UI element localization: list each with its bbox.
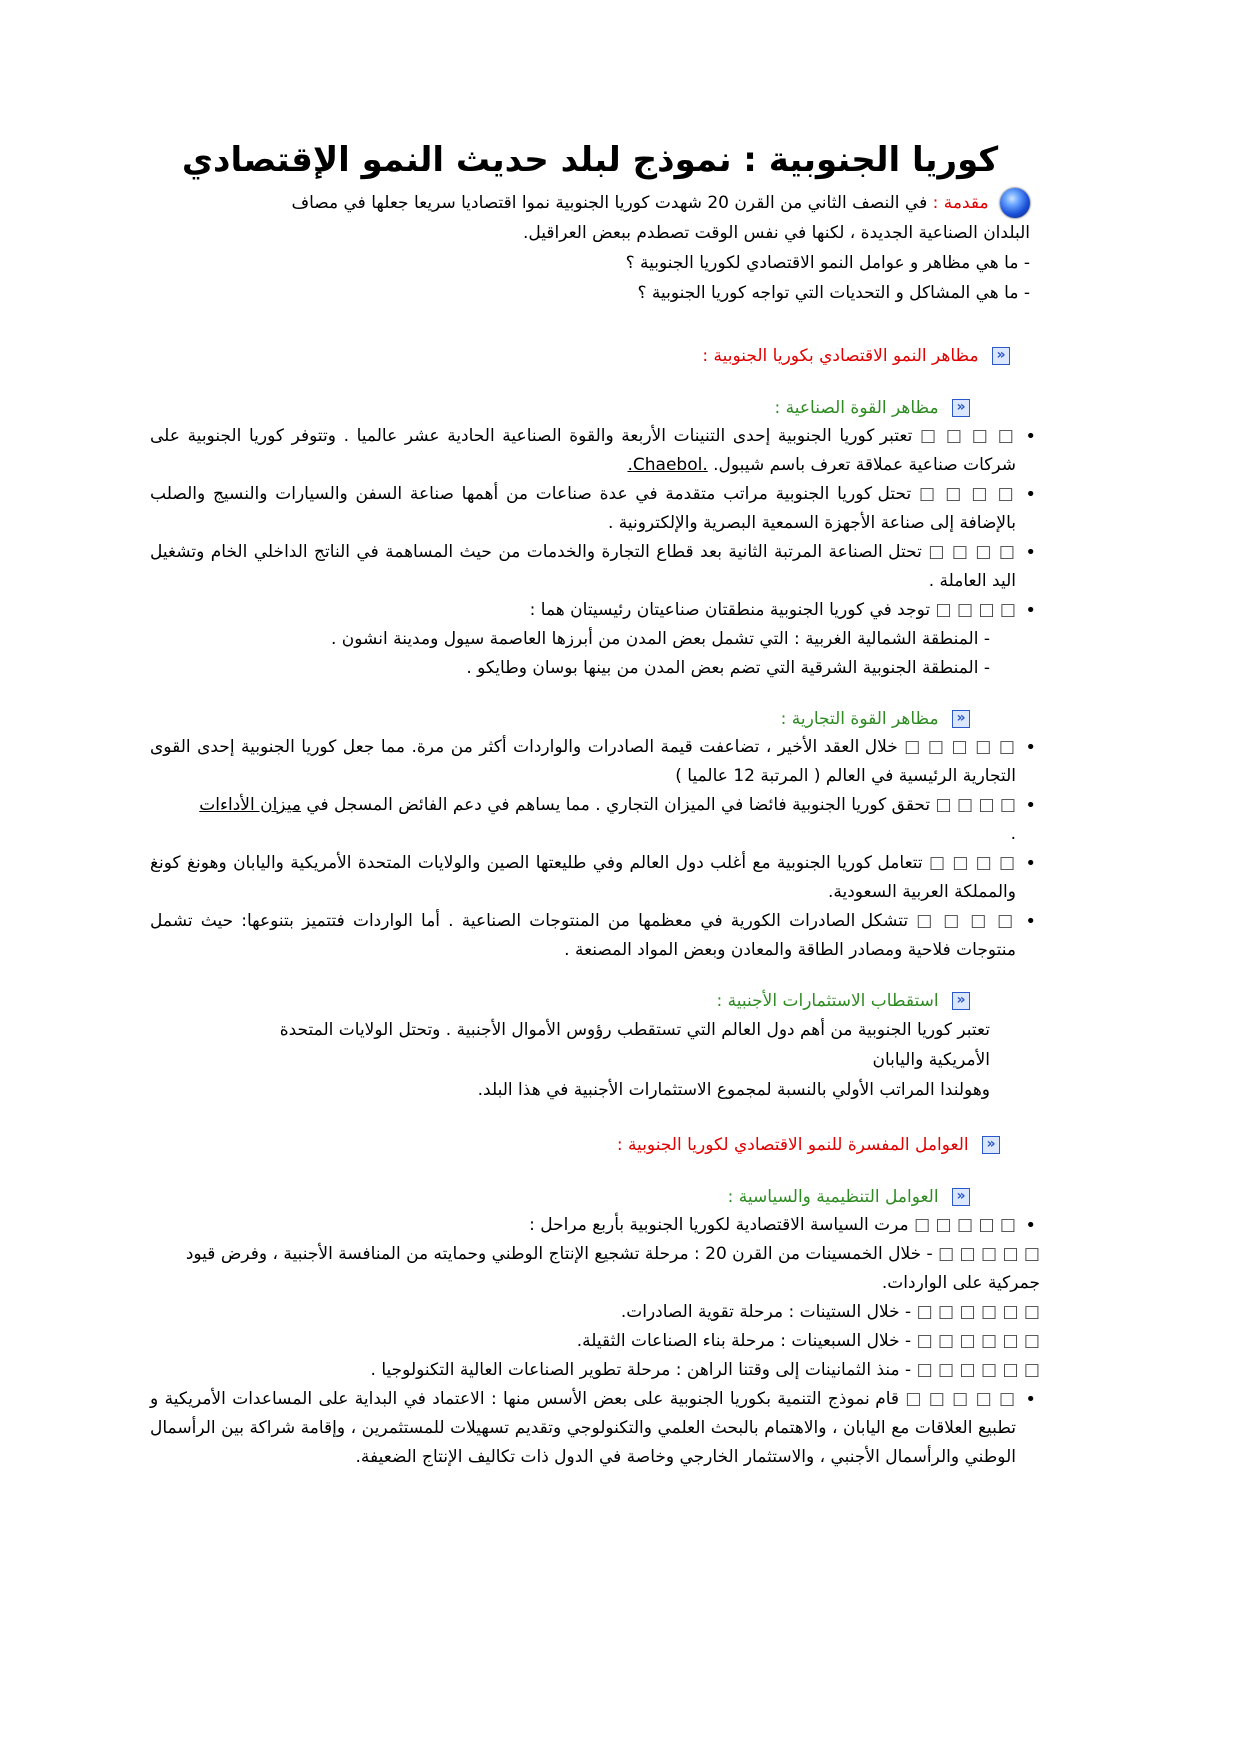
intro-question2: - ما هي المشاكل و التحديات التي تواجه كوريا الجنوبية ؟ (637, 283, 1030, 303)
stage-1980s: □ □ □ □ □ □ - منذ الثمانينات إلى وقتنا الراهن : مرحلة تطوير الصناعات العالية التكنولوجيا . (370, 1360, 1040, 1380)
stage-1950s: □ □ □ □ □ - خلال الخمسينات من القرن 20 : مرحلة تشجيع الإنتاج الوطني وحمايته من المنافسة الأجنبية ، وفرض قيود جمركية على الواردات. (185, 1244, 1040, 1293)
list-item: • □ □ □ □ تحتل كوريا الجنوبية مراتب متقدمة في عدة صناعات من أهمها صناعة السفن والسيارات والنسيج والصلب بالإضافة إلى صناعة الأجهزة السمعية البصرية والإلكترونية . (150, 480, 1030, 538)
subheading-investment: « استقطاب الاستثمارات الأجنبية : (150, 987, 970, 1015)
list-item: • □ □ □ □ تحتل الصناعة المرتبة الثانية بعد قطاع التجارة والخدمات من حيث المساهمة في الناتج الداخلي الخام وتشغيل اليد العاملة . (150, 538, 1030, 596)
stage-1970s: □ □ □ □ □ □ - خلال السبعينات : مرحلة بناء الصناعات الثقيلة. (576, 1331, 1040, 1351)
industry-list (150, 422, 1030, 625)
page-title: كوريا الجنوبية : نموذج لبلد حديث النمو الإقتصادي (181, 140, 999, 180)
intro-question1: - ما هي مظاهر و عوامل النمو الاقتصادي لكوريا الجنوبية ؟ (625, 253, 1030, 273)
intro-label: مقدمة : (932, 193, 989, 213)
intro-text: في النصف الثاني من القرن 20 شهدت كوريا الجنوبية نموا اقتصاديا سريعا جعلها في مصاف (291, 193, 928, 213)
double-chevron-icon: « (982, 1136, 1000, 1154)
section-heading-factors: « العوامل المفسرة للنمو الاقتصادي لكوريا الجنوبية : (150, 1131, 1000, 1159)
policy-list (150, 1211, 1030, 1240)
investment-text: تعتبر كوريا الجنوبية من أهم دول العالم التي تستقطب رؤوس الأموال الأجنبية . وتحتل الولايات المتحدة الأمريكية واليابان وهولندا المراتب الأولي بالنسبة لمجموع الاستثمارات الأجنبية في هذا البلد. (279, 1020, 990, 1100)
double-chevron-icon: « (952, 399, 970, 417)
list-item: • □ □ □ □ تحقق كوريا الجنوبية فائضا في الميزان التجاري . مما يساهم في دعم الفائض المسجل في ميزان الأداءات . (150, 791, 1030, 849)
intro-line1 (150, 188, 1030, 218)
document-page (150, 140, 1040, 1472)
policy-list-2 (150, 1385, 1030, 1472)
subheading-industry: « مظاهر القوة الصناعية : (150, 394, 970, 422)
trade-list (150, 733, 1030, 965)
intro-line2: البلدان الصناعية الجديدة ، لكنها في نفس الوقت تصطدم ببعض العراقيل. (522, 223, 1030, 243)
double-chevron-icon: « (952, 710, 970, 728)
list-item: • □ □ □ □ □ قام نموذج التنمية بكوريا الجنوبية على بعض الأسس منها : الاعتماد في البداية على المساعدات الأمريكية و تطبيع العلاقات مع اليابان ، والاهتمام بالبحث العلمي والتكنولوجي وتقديم تسهيلات للمستثمرين ، وإقامة شراكة بين الرأسمال الوطني والرأسمال الأجنبي ، والاستثمار الخارجي وخاصة في الدول ذات تكاليف الإنتاج الضعيفة. (150, 1385, 1030, 1472)
blue-orb-icon (1000, 188, 1030, 218)
list-item: • □ □ □ □ تتشكل الصادرات الكورية في معظمها من المنتوجات الصناعية . أما الواردات فتتميز بتنوعها: حيث تشمل منتوجات فلاحية ومصادر الطاقة والمعادن وبعض المواد المصنعة . (150, 907, 1030, 965)
list-item: • □ □ □ □ □ مرت السياسة الاقتصادية لكوريا الجنوبية بأربع مراحل : (150, 1211, 1030, 1240)
section-heading-growth: « مظاهر النمو الاقتصادي بكوريا الجنوبية : (150, 342, 1010, 370)
chaebol-link[interactable]: .Chaebol. (627, 455, 708, 475)
stage-1960s: □ □ □ □ □ □ - خلال الستينات : مرحلة تقوية الصادرات. (620, 1302, 1040, 1322)
list-item: • □ □ □ □ □ خلال العقد الأخير ، تضاعفت قيمة الصادرات والواردات أكثر من مرة. مما جعل كوريا الجنوبية إحدى القوى التجارية الرئيسية في العالم ( المرتبة 12 عالميا ) (150, 733, 1030, 791)
double-chevron-icon: « (992, 347, 1010, 365)
list-item: • □ □ □ □ توجد في كوريا الجنوبية منطقتان صناعيتان رئيسيتان هما : (150, 596, 1030, 625)
subheading-trade: « مظاهر القوة التجارية : (150, 705, 970, 733)
double-chevron-icon: « (952, 992, 970, 1010)
double-chevron-icon: « (952, 1188, 970, 1206)
subheading-policy: « العوامل التنظيمية والسياسية : (150, 1183, 970, 1211)
zone-southeast: - المنطقة الجنوبية الشرقية التي تضم بعض المدن من بينها بوسان وطايكو . (466, 658, 990, 678)
list-item: • □ □ □ □ تتعامل كوريا الجنوبية مع أغلب دول العالم وفي طليعتها الصين والولايات المتحدة الأمريكية واليابان وهونغ كونغ والمملكة العربية السعودية. (150, 849, 1030, 907)
list-item: • □ □ □ □ تعتبر كوريا الجنوبية إحدى التنينات الأربعة والقوة الصناعية الحادية عشر عالميا . وتتوفر كوريا الجنوبية على شركات صناعية عملاقة تعرف باسم شيبول. .Chaebol. (150, 422, 1030, 480)
zone-northwest: - المنطقة الشمالية الغربية : التي تشمل بعض المدن من أبرزها العاصمة سيول ومدينة انشون . (330, 629, 990, 649)
balance-of-payments-link[interactable]: ميزان الأداءات (199, 795, 301, 815)
